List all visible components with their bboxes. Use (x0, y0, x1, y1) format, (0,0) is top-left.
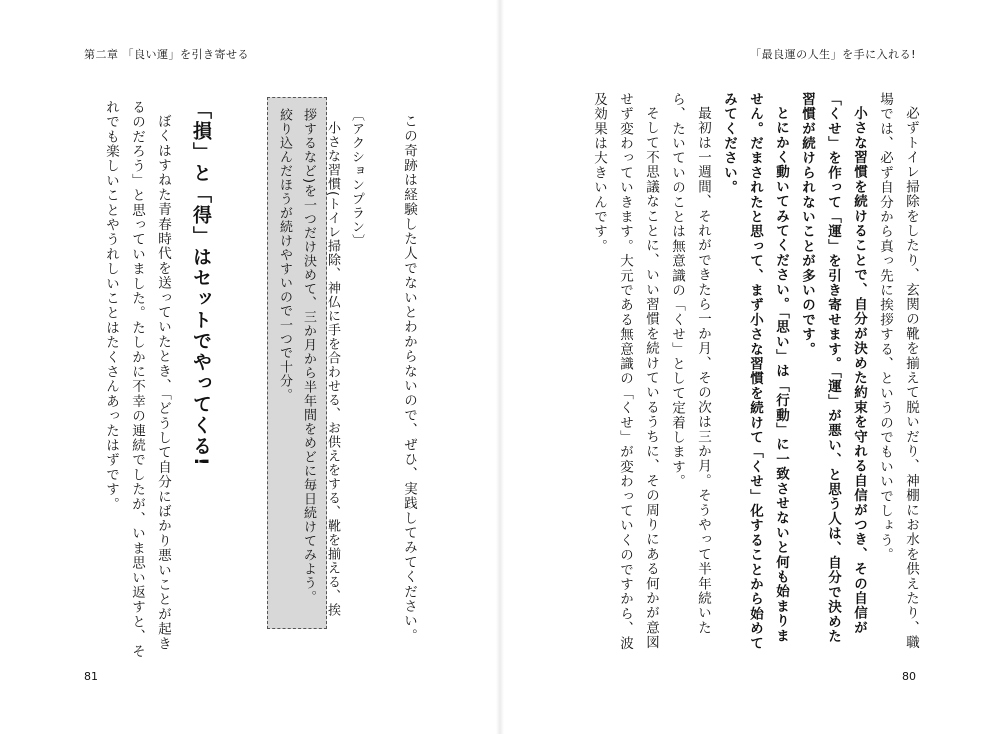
paragraph-emphasis: 小さな習慣を続けることで、自分が決めた約束を守れる自信がつき、その自信が「くせ」を作って「運」を引き寄せます。「運」が悪い、と思う人は、自分で決めた習慣が続けられないことが多いのです。 (799, 92, 867, 644)
left-page-intro (396, 100, 422, 660)
paragraph-emphasis: とにかく動いてみてください。「思い」は「行動」に一致させないと何も始まりません。だまされたと思って、まず小さな習慣を続けて「くせ」化することから始めてみてください。 (721, 92, 789, 651)
left-page-body (86, 100, 176, 660)
page-number-left: 81 (84, 670, 98, 683)
paragraph: ぼくはすねた青春時代を送っていたとき、「どうして自分にばかり悪いことが起きるのだろう」と思っていました。たしかに不幸の連続でしたが、いま思い返すと、それでも楽しいことやうれしいことはたくさんあったはずです。 (103, 100, 171, 659)
action-plan-box (267, 97, 364, 629)
paragraph: そして不思議なことに、いい習慣を続けているうちに、その周りにある何かが意図せず変わっていきます。大元である無意識の「くせ」が変わっていくのですから、波及効果は大きいんです。 (591, 92, 659, 651)
action-plan-title: 〔アクションプラン〕 (349, 108, 364, 248)
right-page-body (578, 92, 924, 652)
action-plan-body: 小さな習慣(トイレ掃除、神仏に手を合わせる、お供えをする、靴を揃える、挨拶するなど)を一つだけ決めて、三か月から半年間をめどに毎日続けてみよう。絞り込んだほうが続けやすいので一つで十分。 (277, 108, 340, 618)
paragraph: 必ずトイレ掃除をしたり、玄関の靴を揃えて脱いだり、神棚にお水を供えたり、職場では、必ず自分から真っ先に挨拶する、というのでもいいでしょう。 (877, 92, 919, 650)
running-head-left: 第二章 「良い運」を引き寄せる (84, 48, 249, 61)
running-head-right: 「最良運の人生」を手に入れる! (750, 48, 916, 61)
section-heading: 「損」と「得」はセットでやってくる! (190, 100, 212, 468)
paragraph: 最初は一週間、それができたら一か月、その次は三か月。そうやって半年続いたら、たいていのことは無意識の「くせ」として定着します。 (669, 92, 711, 635)
gutter (496, 0, 504, 734)
paragraph: この奇跡は経験した人でないとわからないので、ぜひ、実践してみてください。 (401, 113, 417, 643)
page-number-right: 80 (902, 670, 916, 683)
action-plan-text (272, 108, 368, 618)
